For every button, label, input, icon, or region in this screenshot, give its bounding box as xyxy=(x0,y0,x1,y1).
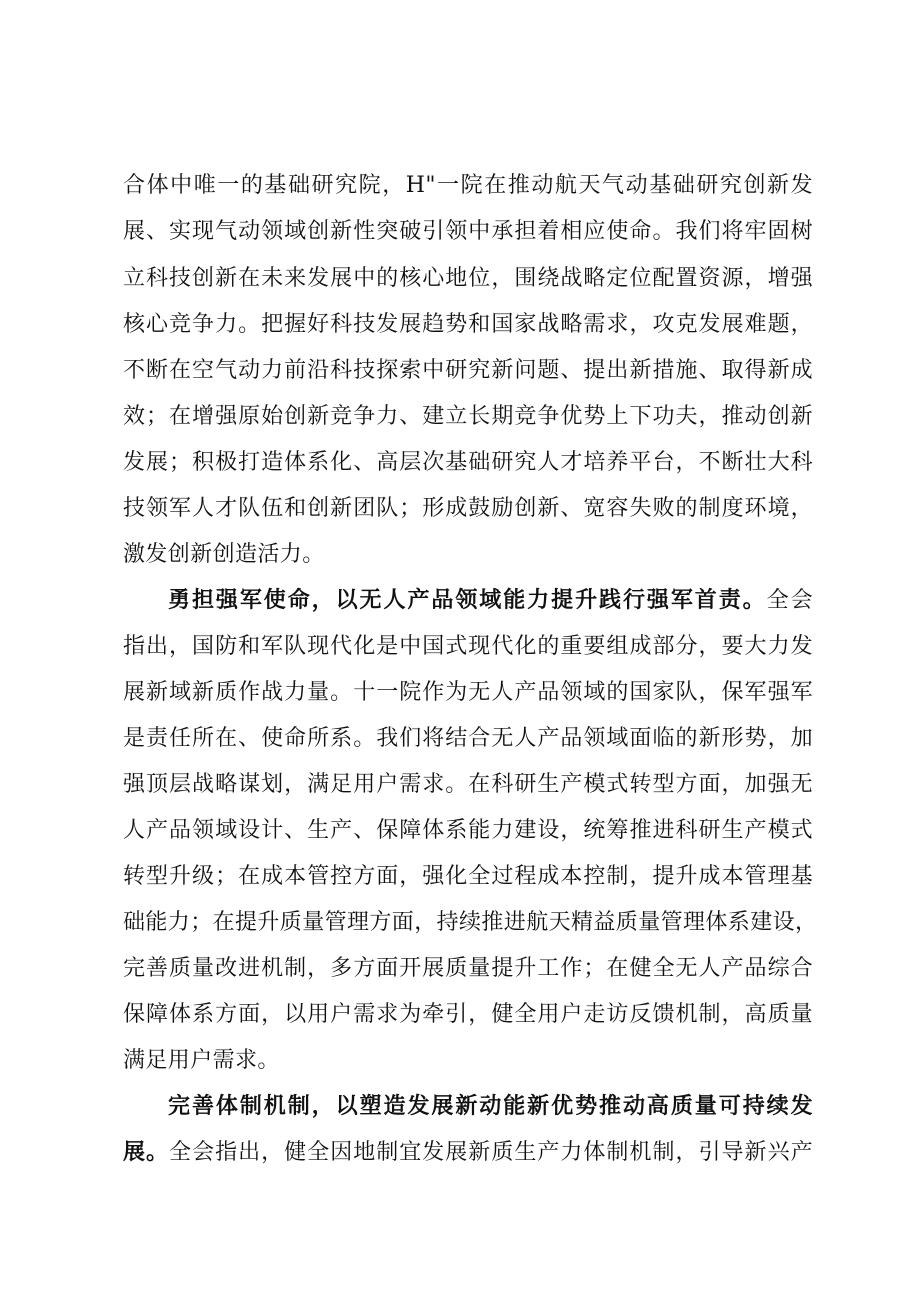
bold-lead: 勇担强军使命，以无人产品领域能力提升践行强军首责。 xyxy=(168,587,767,613)
paragraph-2-line-4 xyxy=(123,716,813,760)
paragraph-3-line-1 xyxy=(168,1084,813,1128)
paragraph-2-line-11 xyxy=(123,1038,813,1082)
body-text: 是责任所在、使命所系。我们将结合无人产品领域面临的新形势，加 xyxy=(123,726,813,751)
body-text: 指出，国防和军队现代化是中国式现代化的重要组成部分，要大力发 xyxy=(123,634,813,659)
body-text: 满足用户需求。 xyxy=(123,1048,280,1073)
body-text: 础能力；在提升质量管理方面，持续推进航天精益质量管理体系建设， xyxy=(123,910,818,935)
paragraph-1-line-1 xyxy=(123,163,813,207)
paragraph-2-line-6 xyxy=(123,808,813,852)
paragraph-1-line-6 xyxy=(123,394,813,438)
paragraph-1-line-7 xyxy=(123,440,813,484)
paragraph-1-line-4 xyxy=(123,302,813,346)
body-text: 效；在增强原始创新竞争力、建立长期竞争优势上下功夫，推动创新 xyxy=(123,404,813,429)
body-text: 不断在空气动力前沿科技探索中研究新问题、提出新措施、取得新成 xyxy=(123,358,813,383)
paragraph-2-line-1 xyxy=(168,578,813,622)
paragraph-2-line-7 xyxy=(123,854,813,898)
body-text: 转型升级；在成本管控方面，强化全过程成本控制，提升成本管理基 xyxy=(123,864,813,889)
paragraph-2-line-3 xyxy=(123,670,813,714)
paragraph-1-line-2 xyxy=(123,209,813,253)
body-text: 全会指出，健全因地制宜发展新质生产力体制机制，引导新兴产 xyxy=(169,1140,813,1165)
paragraph-1-line-9 xyxy=(123,532,813,576)
paragraph-2-line-8 xyxy=(123,900,818,944)
body-text: 人产品领域设计、生产、保障体系能力建设，统筹推进科研生产模式 xyxy=(123,818,813,843)
body-text: 发展；积极打造体系化、高层次基础研究人才培养平台，不断壮大科 xyxy=(123,450,813,475)
body-text: 立科技创新在未来发展中的核心地位，围绕战略定位配置资源，增强 xyxy=(123,266,813,291)
body-text: 展、实现气动领域创新性突破引领中承担着相应使命。我们将牢固树 xyxy=(123,219,813,244)
paragraph-2-line-9 xyxy=(123,946,813,990)
paragraph-3-line-2 xyxy=(123,1130,813,1174)
body-text: 全会 xyxy=(766,588,813,613)
paragraph-2-line-10 xyxy=(123,992,813,1036)
bold-lead: 展。 xyxy=(123,1139,170,1165)
body-text: 核心竞争力。把握好科技发展趋势和国家战略需求，攻克发展难题， xyxy=(123,312,813,337)
paragraph-1-line-8 xyxy=(123,486,813,530)
paragraph-2-line-2 xyxy=(123,624,813,668)
paragraph-2-line-5 xyxy=(123,762,813,806)
body-text: 保障体系方面，以用户需求为牵引，健全用户走访反馈机制，高质量 xyxy=(123,1002,813,1027)
body-text: 展新域新质作战力量。十一院作为无人产品领域的国家队，保军强军 xyxy=(123,680,813,705)
bold-lead: 完善体制机制，以塑造发展新动能新优势推动高质量可持续发 xyxy=(168,1093,813,1119)
body-text: 激发创新创造活力。 xyxy=(123,542,325,567)
body-text: 强顶层战略谋划，满足用户需求。在科研生产模式转型方面，加强无 xyxy=(123,772,813,797)
body-text: 合体中唯一的基础研究院，H"一院在推动航天气动基础研究创新发 xyxy=(123,173,813,198)
paragraph-1-line-5 xyxy=(123,348,813,392)
paragraph-1-line-3 xyxy=(123,256,813,300)
body-text: 技领军人才队伍和创新团队；形成鼓励创新、宽容失败的制度环境， xyxy=(123,496,813,521)
body-text: 完善质量改进机制，多方面开展质量提升工作；在健全无人产品综合 xyxy=(123,956,813,981)
